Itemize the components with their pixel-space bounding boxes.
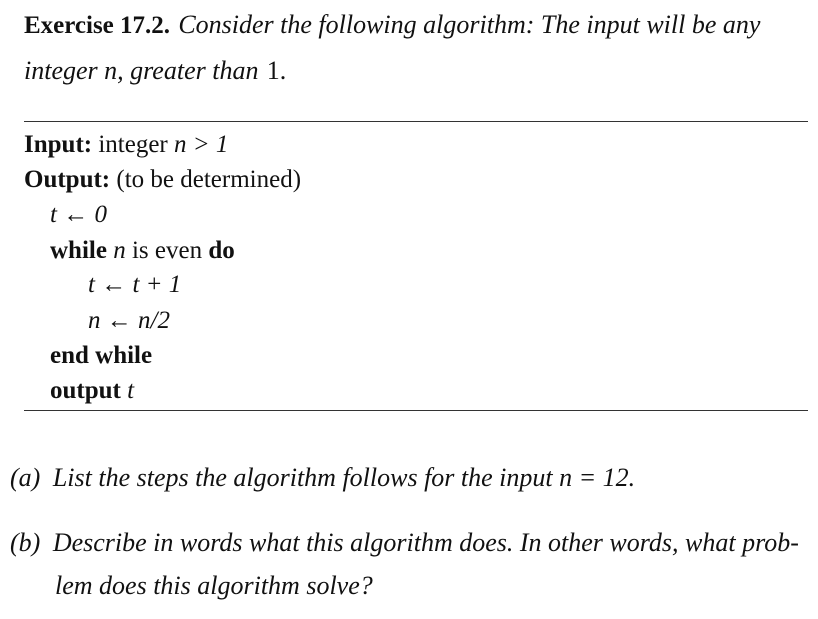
exercise-heading [24,10,760,40]
algorithm-output-line [24,166,301,194]
do-keyword: do [208,237,235,264]
input-text: integer [98,131,168,158]
algorithm-end-while: end while [50,342,153,369]
algorithm-input-line [24,131,228,159]
while-condition: is even [131,237,203,264]
question-b-text-line1: Describe in words what this algorithm does. In other words, what prob- [52,528,799,557]
exercise-text-line1: Consider the following algorithm: The input will be any [178,10,761,39]
algorithm-line-divide: n ← n/2 [88,307,170,334]
algorithm-output-statement [50,377,134,405]
algorithm-line-init: t ← 0 [50,201,107,228]
output-label: Output: [24,166,111,193]
exercise-number: 1. [266,56,287,85]
exercise-text-line2: integer n, greater than [24,56,259,85]
algorithm-bottom-rule [24,410,808,411]
output-text: (to be determined) [116,166,302,193]
output-keyword: output [50,377,121,404]
output-variable: t [127,377,135,404]
question-b-line2: lem does this algorithm solve? [55,571,373,600]
input-math: n > 1 [174,131,229,158]
while-keyword: while [50,237,107,264]
question-a [10,463,635,493]
exercise-label: Exercise 17.2. [24,12,171,39]
question-b-label: (b) [10,528,41,557]
algorithm-line-increment: t ← t + 1 [88,271,182,298]
while-variable: n [113,237,126,264]
algorithm-while-line [50,237,235,265]
input-label: Input: [24,131,93,158]
question-b-line1 [10,528,799,558]
question-a-text: List the steps the algorithm follows for the input [52,463,553,492]
question-a-label: (a) [10,463,41,492]
question-a-math: n = 12. [559,463,636,492]
exercise-line2 [24,56,286,86]
algorithm-top-rule [24,121,808,122]
